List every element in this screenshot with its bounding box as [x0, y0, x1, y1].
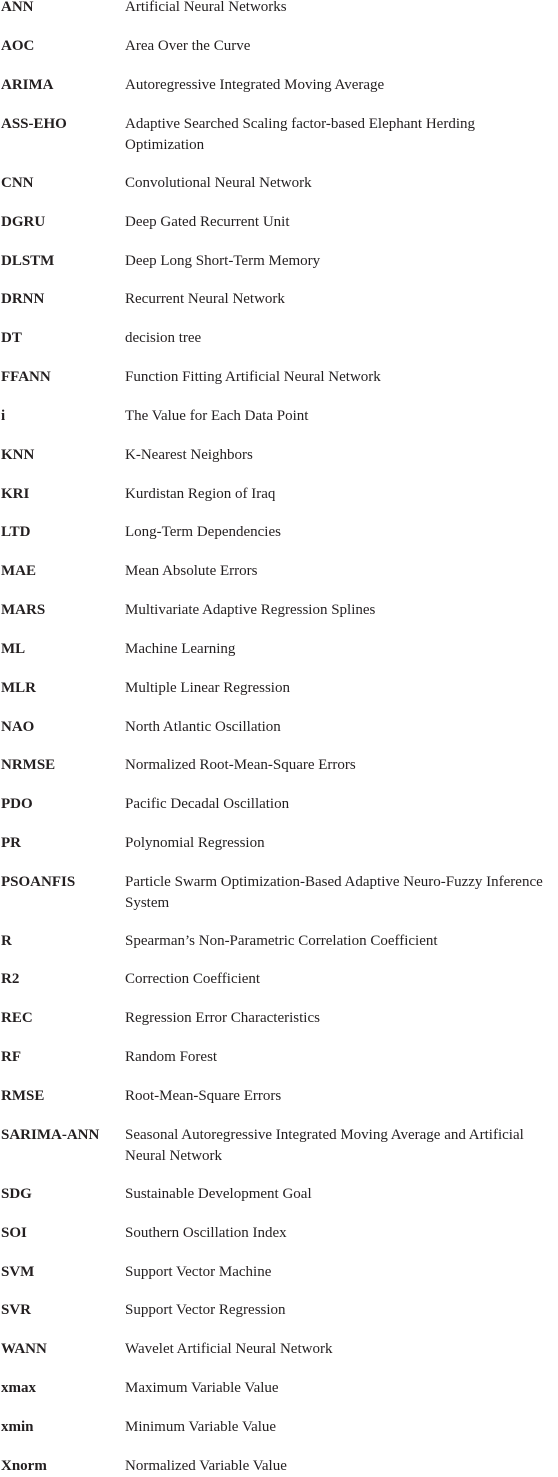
- abbreviation-term: REC: [1, 1010, 33, 1026]
- abbreviation-definition: Maximum Variable Value: [125, 1380, 279, 1396]
- abbreviation-term: KRI: [1, 486, 30, 502]
- abbreviation-term: i: [1, 408, 6, 424]
- abbreviation-term: WANN: [1, 1341, 47, 1357]
- abbreviation-term: CNN: [1, 175, 34, 191]
- abbreviation-definition: Normalized Root-Mean-Square Errors: [125, 757, 356, 773]
- abbreviation-definition: Minimum Variable Value: [125, 1419, 277, 1435]
- abbreviation-definition: Deep Gated Recurrent Unit: [125, 214, 290, 230]
- abbreviation-definition: Pacific Decadal Oscillation: [125, 796, 290, 812]
- abbreviation-term: DRNN: [1, 291, 45, 307]
- abbreviation-term: R2: [1, 971, 20, 987]
- abbreviation-term: ANN: [1, 0, 34, 15]
- abbreviation-definition: Multiple Linear Regression: [125, 680, 290, 696]
- abbreviation-term: RMSE: [1, 1088, 45, 1104]
- abbreviation-definition: Random Forest: [125, 1049, 218, 1065]
- abbreviation-term: DLSTM: [1, 253, 55, 269]
- abbreviation-definition: The Value for Each Data Point: [125, 408, 309, 424]
- abbreviation-definition: Artificial Neural Networks: [125, 0, 287, 15]
- abbreviation-definition: Correction Coefficient: [125, 971, 261, 987]
- abbreviation-definition: decision tree: [125, 330, 202, 346]
- abbreviation-term: SARIMA-ANN: [1, 1127, 100, 1143]
- abbreviation-definition: Root-Mean-Square Errors: [125, 1088, 282, 1104]
- abbreviation-term: ML: [1, 641, 26, 657]
- abbreviation-definition: Autoregressive Integrated Moving Average: [125, 77, 385, 93]
- abbreviation-definition: K-Nearest Neighbors: [125, 447, 253, 463]
- abbreviation-term: PSOANFIS: [1, 874, 76, 890]
- abbreviation-definition: Support Vector Machine: [125, 1264, 272, 1280]
- abbreviation-term: MARS: [1, 602, 46, 618]
- abbreviation-definition: Adaptive Searched Scaling factor-based Elephant Herding Optimization: [125, 116, 475, 153]
- abbreviation-term: ASS-EHO: [1, 116, 67, 132]
- abbreviation-definition: Seasonal Autoregressive Integrated Moving Average and Artificial Neural Network: [125, 1127, 524, 1164]
- abbreviation-definition: Southern Oscillation Index: [125, 1225, 287, 1241]
- abbreviation-term: R: [1, 933, 12, 949]
- abbreviation-definition: Wavelet Artificial Neural Network: [125, 1341, 333, 1357]
- abbreviation-definition: Convolutional Neural Network: [125, 175, 312, 191]
- abbreviation-term: FFANN: [1, 369, 51, 385]
- abbreviation-term: ARIMA: [1, 77, 54, 93]
- abbreviation-term: PR: [1, 835, 21, 851]
- abbreviation-term: SDG: [1, 1186, 32, 1202]
- abbreviation-definition: Polynomial Regression: [125, 835, 265, 851]
- abbreviation-term: SVM: [1, 1264, 35, 1280]
- abbreviation-definition: North Atlantic Oscillation: [125, 719, 281, 735]
- abbreviation-term: SVR: [1, 1302, 32, 1318]
- abbreviation-term: MAE: [1, 563, 36, 579]
- abbreviation-term: xmin: [1, 1419, 34, 1435]
- abbreviation-term: RF: [1, 1049, 21, 1065]
- abbreviation-definition: Long-Term Dependencies: [125, 524, 281, 540]
- abbreviation-term: xmax: [1, 1380, 36, 1396]
- abbreviation-term: SOI: [1, 1225, 27, 1241]
- abbreviation-term: NRMSE: [1, 757, 56, 773]
- abbreviation-term: Xnorm: [1, 1458, 47, 1474]
- abbreviation-definition: Spearman’s Non-Parametric Correlation Coefficient: [125, 933, 438, 949]
- abbreviation-definition: Kurdistan Region of Iraq: [125, 486, 276, 502]
- abbreviation-term: DGRU: [1, 214, 46, 230]
- abbreviation-definition: Function Fitting Artificial Neural Network: [125, 369, 381, 385]
- abbreviation-term: KNN: [1, 447, 35, 463]
- abbreviation-term: PDO: [1, 796, 33, 812]
- abbreviation-term: DT: [1, 330, 22, 346]
- abbreviation-term: MLR: [1, 680, 36, 696]
- abbreviation-definition: Regression Error Characteristics: [125, 1010, 320, 1026]
- abbreviation-definition: Normalized Variable Value: [125, 1458, 287, 1474]
- abbreviation-term: AOC: [1, 38, 35, 54]
- abbreviation-definition: Machine Learning: [125, 641, 236, 657]
- abbreviation-definition: Particle Swarm Optimization-Based Adaptive Neuro-Fuzzy Inference System: [125, 874, 543, 911]
- abbreviation-definition: Sustainable Development Goal: [125, 1186, 312, 1202]
- abbreviation-definition: Mean Absolute Errors: [125, 563, 258, 579]
- abbreviation-term: NAO: [1, 719, 35, 735]
- abbreviation-definition: Multivariate Adaptive Regression Splines: [125, 602, 376, 618]
- abbreviation-definition: Area Over the Curve: [125, 38, 251, 54]
- abbreviation-term: LTD: [1, 524, 31, 540]
- abbreviation-definition: Support Vector Regression: [125, 1302, 286, 1318]
- abbreviation-definition: Recurrent Neural Network: [125, 291, 285, 307]
- abbreviation-definition: Deep Long Short-Term Memory: [125, 253, 321, 269]
